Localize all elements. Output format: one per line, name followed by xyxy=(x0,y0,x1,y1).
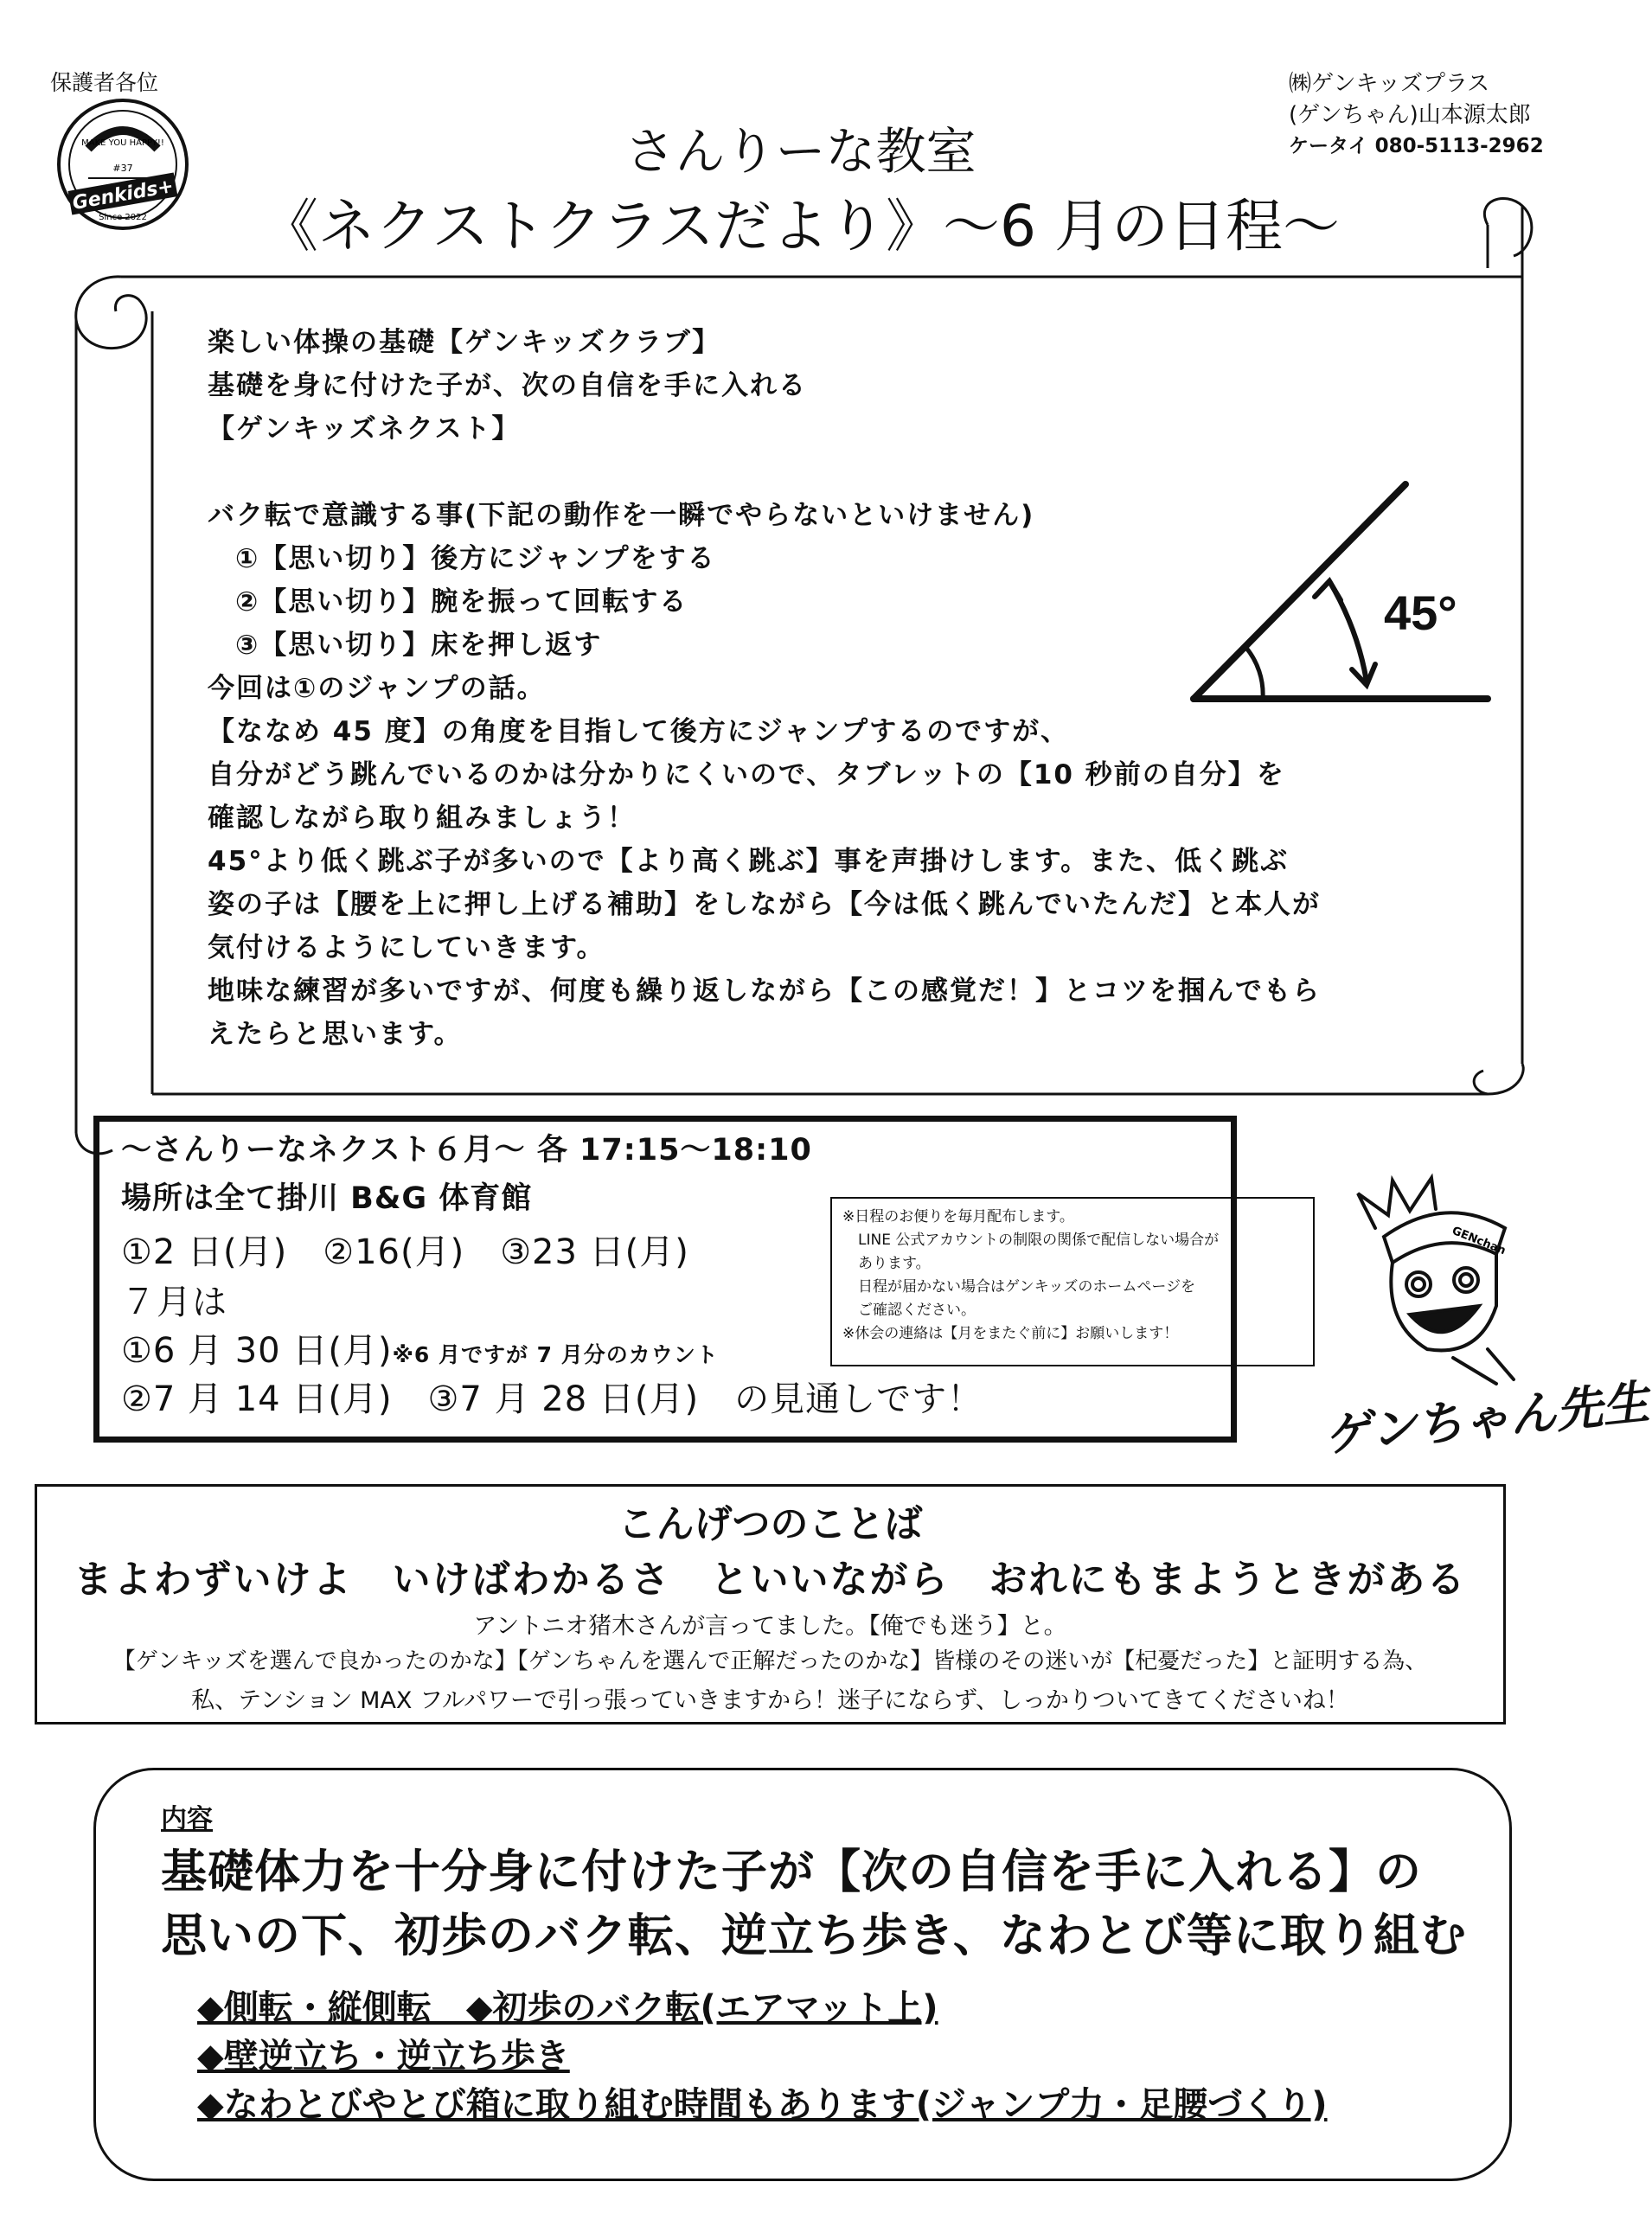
notes-box xyxy=(830,1197,1315,1366)
scroll-line-1: 楽しい体操の基礎【ゲンキッズクラブ】 xyxy=(208,327,721,358)
page-title: さんりーな教室 xyxy=(624,122,976,181)
schedule-line-1: ～さんりーなネクスト６月～ 各 17:15～18:10 xyxy=(121,1133,812,1168)
scroll-line-16: えたらと思います。 xyxy=(208,1019,463,1050)
scroll-line-8: 今回は①のジャンプの話。 xyxy=(208,673,546,704)
schedule-june-dates: ①2 日(月) ②16(月) ③23 日(月) xyxy=(121,1232,689,1272)
cap-text: GENchan xyxy=(1450,1224,1508,1258)
svg-text:#37: #37 xyxy=(112,163,133,174)
scroll-line-11: 確認しながら取り組みましょう！ xyxy=(208,803,636,834)
schedule-july-note: ※6 月ですが 7 月分のカウント xyxy=(392,1342,719,1367)
scroll-line-10: 自分がどう跳んでいるのかは分かりにくいので、タブレットの【10 秒前の自分】を xyxy=(208,759,1285,790)
scroll-line-13: 姿の子は【腰を上に押し上げる補助】をしながら【今は低く跳んでいたんだ】と本人が xyxy=(208,889,1321,920)
scroll-line-6: ②【思い切り】腕を振って回転する xyxy=(235,586,688,617)
content-item-1: ◆側転・縦側転 ◆初歩のバク転(エアマット上) xyxy=(197,1988,938,2028)
contact-name: (ゲンちゃん)山本源太郎 xyxy=(1289,102,1531,128)
scroll-line-3: 【ゲンキッズネクスト】 xyxy=(208,413,521,445)
phone-label: ケータイ xyxy=(1289,135,1368,157)
company-name: ㈱ゲンキッズプラス xyxy=(1289,71,1490,97)
note-line-3: あります。 xyxy=(858,1255,931,1272)
schedule-july-label: ７月は xyxy=(121,1283,227,1322)
note-line-4: 日程が届かない場合はゲンキッズのホームページを xyxy=(858,1278,1195,1296)
content-label: 内容 xyxy=(161,1804,213,1834)
svg-text:MAKE YOU HAPPY!!: MAKE YOU HAPPY!! xyxy=(81,138,164,148)
schedule-july-line-2: ②7 月 14 日(月) ③7 月 28 日(月) の見通しです！ xyxy=(121,1379,983,1419)
scroll-line-5: ①【思い切り】後方にジャンプをする xyxy=(235,543,716,574)
angle-label: 45° xyxy=(1384,585,1457,640)
page-subtitle: 《ネクストクラスだより》～6 月の日程～ xyxy=(260,193,1340,259)
sensei-illustration xyxy=(1349,1176,1522,1384)
note-line-1: ※日程のお便りを毎月配布します。 xyxy=(842,1208,1074,1225)
word-line-2: 【ゲンキッズを選んで良かったのかな】【ゲンちゃんを選んで正解だったのかな】皆様のその迷いが【杞憂だった】と証明する為、 xyxy=(112,1648,1428,1674)
scroll-line-14: 気付けるようにしていきます。 xyxy=(208,932,605,963)
scroll-line-15: 地味な練習が多いですが、何度も繰り返しながら【この感覚だ！】とコツを掴んでもら xyxy=(208,976,1321,1007)
schedule-july-line-1 xyxy=(121,1323,719,1373)
content-headline-2: 思いの下、初歩のバク転、逆立ち歩き、なわとび等に取り組む xyxy=(161,1910,1467,1962)
phone-number: 080-5113-2962 xyxy=(1374,135,1544,157)
note-line-6: ※休会の連絡は【月をまたぐ前に】お願いします！ xyxy=(842,1325,1179,1342)
content-item-2: ◆壁逆立ち・逆立ち歩き xyxy=(197,2037,570,2076)
sensei-label: ゲンちゃん先生 xyxy=(1322,1374,1652,1463)
word-title: こんげつのことば xyxy=(618,1502,923,1546)
content-headline-1: 基礎体力を十分身に付けた子が【次の自信を手に入れる】の xyxy=(161,1846,1422,1898)
scroll-line-4: バク転で意識する事(下記の動作を一瞬でやらないといけません) xyxy=(208,500,1035,531)
svg-text:Since 2022: Since 2022 xyxy=(99,213,147,222)
svg-text:Genkids+: Genkids+ xyxy=(70,175,176,215)
scroll-line-12: 45°より低く跳ぶ子が多いので【より高く跳ぶ】事を声掛けします。また、低く跳ぶ xyxy=(208,846,1290,877)
note-line-5: ご確認ください。 xyxy=(858,1302,976,1319)
note-line-2: LINE 公式アカウントの制限の関係で配信しない場合が xyxy=(858,1232,1220,1249)
word-line-1: アントニオ猪木さんが言ってました。【俺でも迷う】と。 xyxy=(473,1613,1067,1640)
scroll-line-7: ③【思い切り】床を押し返す xyxy=(235,630,603,661)
schedule-july-date-1: ①6 月 30 日(月) xyxy=(121,1331,393,1371)
word-main: まよわずいけよ いけばわかるさ といいながら おれにもまようときがある xyxy=(74,1558,1467,1602)
recipient: 保護者各位 xyxy=(50,70,159,95)
content-item-3: ◆なわとびやとび箱に取り組む時間もあります(ジャンプ力・足腰づくり) xyxy=(197,2085,1328,2125)
scroll-line-2: 基礎を身に付けた子が、次の自信を手に入れる xyxy=(208,370,807,401)
scroll-line-9: 【ななめ 45 度】の角度を目指して後方にジャンプするのですが、 xyxy=(208,716,1070,747)
word-line-3: 私、テンション MAX フルパワーで引っ張っていきますから！迷子にならず、しっかりついてきてくださいね！ xyxy=(191,1687,1349,1714)
schedule-venue: 場所は全て掛川 B&G 体育館 xyxy=(121,1181,533,1216)
angle-diagram xyxy=(1185,474,1496,716)
